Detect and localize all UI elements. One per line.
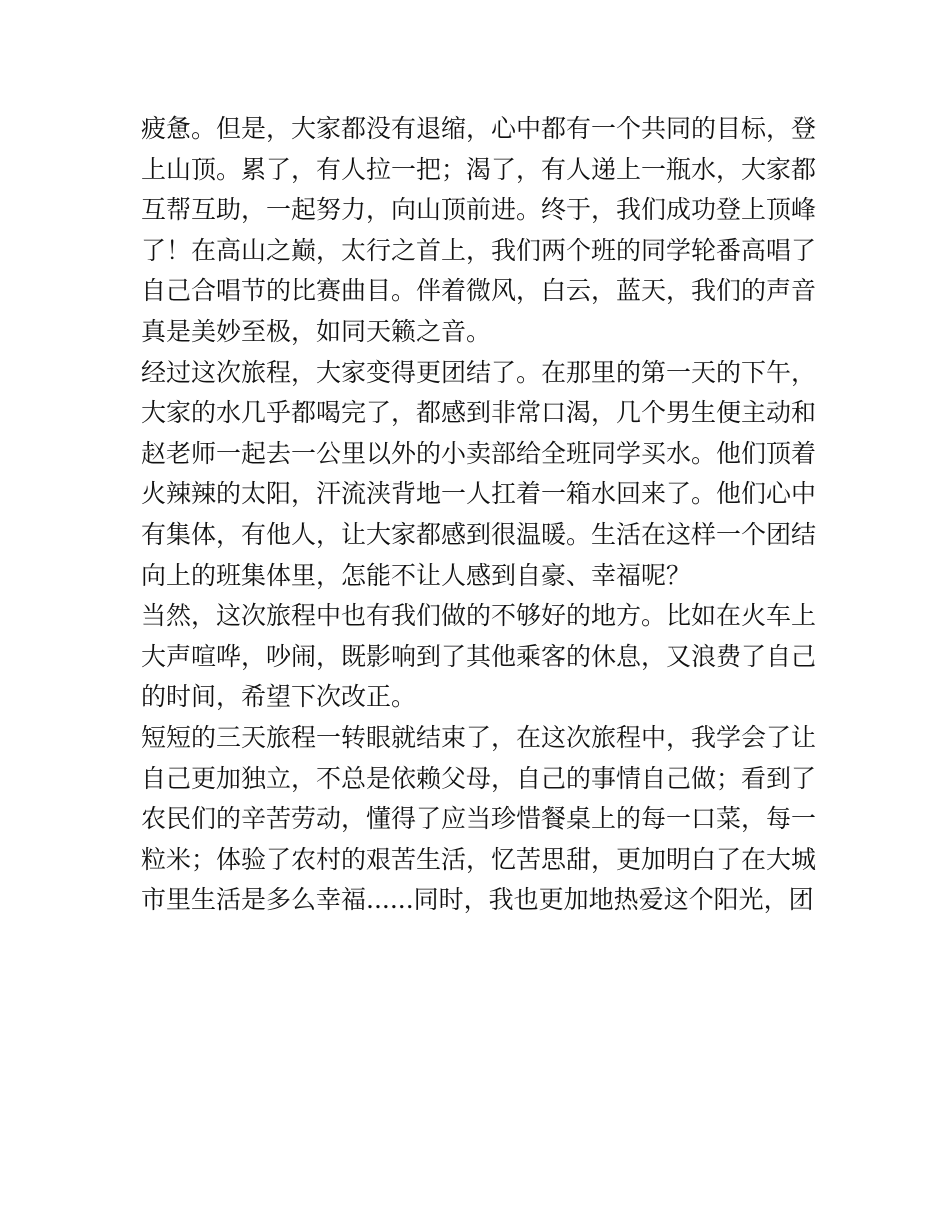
text-line: 上山顶。累了，有人拉一把；渴了，有人递上一瓶水，大家都 — [141, 154, 817, 184]
paragraph-3 — [141, 596, 817, 718]
text-line: 市里生活是多么幸福......同时，我也更加地热爱这个阳光，团 — [141, 885, 814, 915]
text-line: 赵老师一起去一公里以外的小卖部给全班同学买水。他们顶着 — [141, 438, 817, 468]
paragraph-1 — [141, 109, 817, 353]
text-line: 经过这次旅程，大家变得更团结了。在那里的第一天的下午， — [141, 357, 817, 387]
paragraph-4 — [141, 718, 817, 921]
text-line: 火辣辣的太阳，汗流浃背地一人扛着一箱水回来了。他们心中 — [141, 479, 817, 509]
text-line: 自己更加独立，不总是依赖父母，自己的事情自己做；看到了 — [141, 763, 817, 793]
paragraph-2 — [141, 353, 817, 597]
text-line: 向上的班集体里，怎能不让人感到自豪、幸福呢？ — [141, 560, 692, 590]
text-line: 的时间，希望下次改正。 — [141, 682, 417, 712]
text-line: 疲惫。但是，大家都没有退缩，心中都有一个共同的目标，登 — [141, 114, 817, 143]
text-line: 农民们的辛苦劳动，懂得了应当珍惜餐桌上的每一口菜，每一 — [141, 804, 817, 834]
text-line: 短短的三天旅程一转眼就结束了，在这次旅程中，我学会了让 — [141, 722, 817, 752]
text-line: 当然，这次旅程中也有我们做的不够好的地方。比如在火车上 — [141, 601, 817, 631]
text-line: 了！在高山之巅，太行之首上，我们两个班的同学轮番高唱了 — [141, 235, 817, 265]
text-line: 自己合唱节的比赛曲目。伴着微风，白云，蓝天，我们的声音 — [141, 276, 817, 306]
text-line: 大家的水几乎都喝完了，都感到非常口渴，几个男生便主动和 — [141, 398, 817, 428]
text-line: 粒米；体验了农村的艰苦生活，忆苦思甜，更加明白了在大城 — [141, 844, 817, 874]
text-line: 真是美妙至极，如同天籁之音。 — [141, 316, 492, 346]
text-line: 大声喧哗，吵闹，既影响到了其他乘客的休息，又浪费了自己 — [141, 641, 817, 671]
text-line: 有集体，有他人，让大家都感到很温暖。生活在这样一个团结 — [141, 519, 817, 549]
text-line: 互帮互助，一起努力，向山顶前进。终于，我们成功登上顶峰 — [141, 195, 817, 225]
document-body — [141, 109, 817, 921]
